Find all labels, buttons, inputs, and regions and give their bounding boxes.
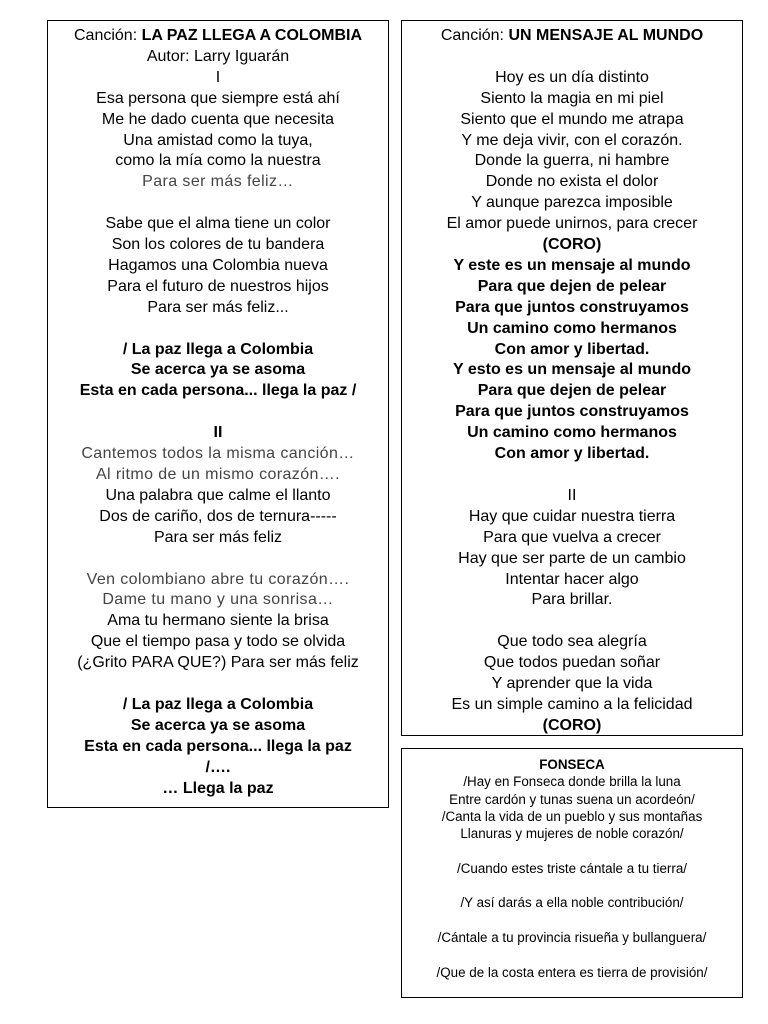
lyric-line: Hay que cuidar nuestra tierra	[468, 507, 676, 525]
stanza-numeral: II	[567, 486, 577, 504]
lyric-line: El amor puede unirnos, para crecer	[446, 215, 698, 233]
coro-label: (CORO)	[542, 236, 602, 254]
song-card-fonseca	[401, 748, 743, 998]
lyric-line: Al ritmo de un mismo corazón….	[95, 465, 341, 483]
lyric-line: Que todos puedan soñar	[483, 654, 661, 672]
chorus-line: … Llega la paz	[162, 779, 274, 797]
lyric-line: /Que de la costa entera es tierra de provisión/	[436, 964, 708, 980]
lyric-line: Llanuras y mujeres de noble corazón/	[460, 826, 684, 842]
coro-label: (CORO)	[542, 716, 602, 734]
chorus-line: Se acerca ya se asoma	[130, 716, 306, 734]
lyric-line: Esa persona que siempre está ahí	[96, 89, 340, 107]
song-title: FONSECA	[539, 757, 605, 772]
lyric-line: Intentar hacer algo	[505, 570, 639, 588]
chorus-line: Para que juntos construyamos	[455, 298, 689, 316]
chorus-line: / La paz llega a Colombia	[122, 340, 314, 358]
song-author: Autor: Larry Iguarán	[146, 47, 290, 65]
lyric-line: Donde no exista el dolor	[485, 173, 659, 191]
lyric-line: Hoy es un día distinto	[495, 68, 649, 86]
lyric-line: /Canta la vida de un pueblo y sus montañas	[441, 808, 703, 824]
lyric-line: Hagamos una Colombia nueva	[108, 256, 328, 274]
lyric-line: Hay que ser parte de un cambio	[458, 549, 686, 567]
chorus-line: Un camino como hermanos	[467, 319, 677, 337]
lyric-line: /Y así darás a ella noble contribución/	[460, 895, 684, 911]
lyric-line: Para que vuelva a crecer	[483, 528, 661, 546]
lyric-line: Para ser más feliz...	[147, 298, 289, 316]
lyric-line: Y aprender que la vida	[491, 675, 653, 693]
lyric-line: Para ser más feliz	[153, 528, 283, 546]
chorus-line: Esta en cada persona... llega la paz /	[79, 382, 357, 400]
song-title: Canción: UN MENSAJE AL MUNDO	[440, 27, 704, 44]
lyric-line: Que el tiempo pasa y todo se olvida	[90, 633, 346, 651]
lyric-line: Siento la magia en mi piel	[480, 89, 664, 107]
lyric-line: Para ser más feliz…	[142, 173, 294, 191]
chorus-line: /….	[205, 758, 231, 776]
chorus-line: Con amor y libertad.	[494, 340, 650, 358]
stanza-numeral: II	[213, 424, 223, 442]
chorus-line: Un camino como hermanos	[467, 424, 677, 442]
lyric-line: Que todo sea alegría	[497, 633, 647, 651]
lyric-line: Me he dado cuenta que necesita	[101, 110, 335, 128]
lyric-line: Una palabra que calme el llanto	[105, 486, 331, 504]
lyric-line: (¿Grito PARA QUE?) Para ser más feliz	[77, 654, 359, 672]
lyric-line: /Hay en Fonseca donde brilla la luna	[463, 774, 681, 790]
chorus-line: Y esto es un mensaje al mundo	[453, 361, 691, 379]
lyric-line: Entre cardón y tunas suena un acordeón/	[449, 791, 695, 807]
lyric-line: Donde la guerra, ni hambre	[474, 152, 670, 170]
song-card-mensaje	[401, 20, 743, 736]
chorus-line: Y este es un mensaje al mundo	[453, 256, 691, 274]
lyric-line: Para brillar.	[531, 591, 613, 609]
lyric-line: Y me deja vivir, con el corazón.	[461, 131, 683, 149]
lyric-line: Para el futuro de nuestros hijos	[107, 277, 329, 295]
lyric-line: /Cántale a tu provincia risueña y bullanguera/	[437, 929, 707, 945]
lyric-line: Dame tu mano y una sonrisa…	[102, 591, 334, 609]
lyric-line: Cantemos todos la misma canción…	[81, 445, 355, 463]
chorus-line: Para que dejen de pelear	[477, 277, 667, 295]
song-title: Canción: LA PAZ LLEGA A COLOMBIA	[73, 27, 363, 44]
lyric-line: Ama tu hermano siente la brisa	[107, 612, 329, 630]
lyric-line: Ven colombiano abre tu corazón….	[86, 570, 350, 588]
lyric-line: como la mía como la nuestra	[115, 152, 321, 170]
stanza-numeral: I	[215, 68, 221, 86]
chorus-line: Para que dejen de pelear	[477, 382, 667, 400]
song-card-la-paz	[47, 20, 389, 808]
lyric-line: Una amistad como la tuya,	[123, 131, 313, 149]
chorus-line: Para que juntos construyamos	[455, 403, 689, 421]
lyric-line: Es un simple camino a la felicidad	[451, 695, 693, 713]
lyric-line: Siento que el mundo me atrapa	[460, 110, 684, 128]
chorus-line: / La paz llega a Colombia	[122, 695, 314, 713]
chorus-line: Esta en cada persona... llega la paz	[84, 737, 352, 755]
chorus-line: Con amor y libertad.	[494, 445, 650, 463]
lyric-line: Sabe que el alma tiene un color	[105, 215, 331, 233]
lyric-line: /Cuando estes triste cántale a tu tierra/	[457, 860, 687, 876]
lyric-line: Y aunque parezca imposible	[471, 194, 673, 212]
lyric-line: Dos de cariño, dos de ternura-----	[99, 507, 337, 525]
chorus-line: Se acerca ya se asoma	[130, 361, 306, 379]
lyric-line: Son los colores de tu bandera	[111, 236, 325, 254]
